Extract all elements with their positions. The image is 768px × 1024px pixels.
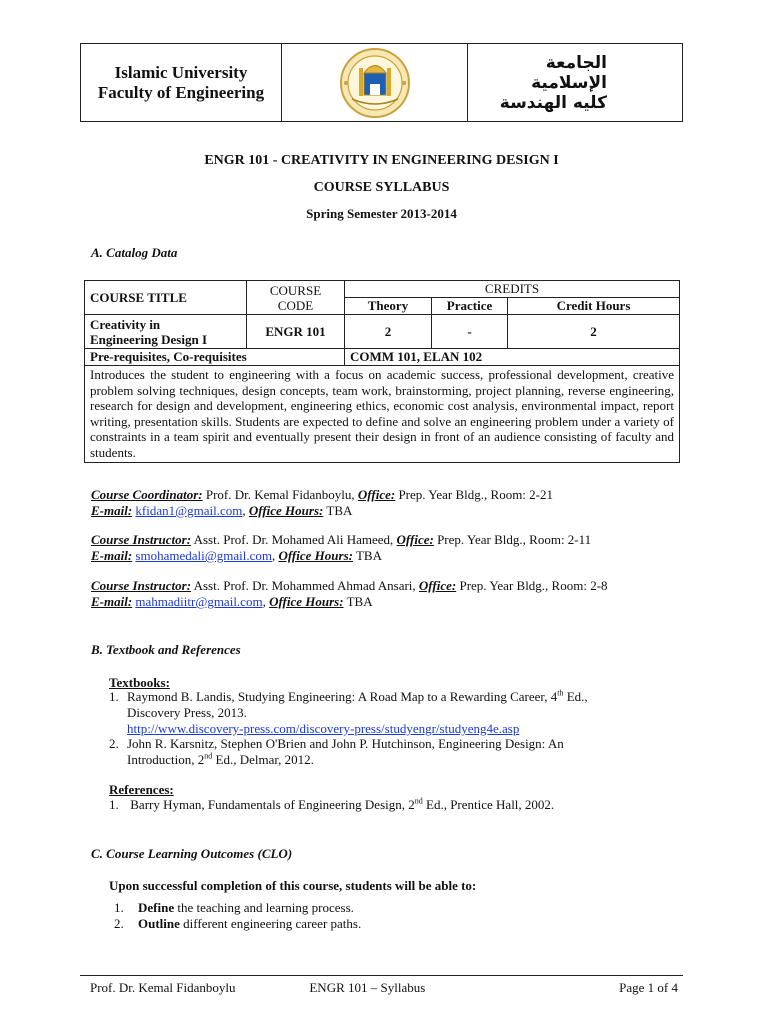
list-number: 1. [109, 689, 119, 704]
list-item [109, 797, 554, 813]
textbooks-heading: Textbooks: [109, 675, 170, 690]
coordinator-block: Course Coordinator: Prof. Dr. Kemal Fidanboylu, Office: Prep. Year Bldg., Room: 2-21 E-mail: kfidan1@gmail.com, Office Hours: TBA [91, 487, 553, 518]
col-theory: Theory [345, 298, 432, 315]
textbook-1-sup: th [557, 688, 564, 698]
list-item [109, 689, 588, 737]
list-item [109, 736, 564, 768]
textbook-1-link[interactable]: http://www.discovery-press.com/discovery-press/studyengr/studyeng4e.asp [127, 721, 520, 736]
university-name-ar: الجامعة الإسلامية [531, 52, 607, 93]
clo-text: different engineering career paths. [179, 916, 362, 931]
table-row [85, 349, 680, 366]
col-course-code-line2: CODE [277, 297, 314, 313]
clo-verb: Outline [138, 916, 180, 931]
clo-text: the teaching and learning process. [174, 900, 354, 915]
office-hours-label: Office Hours: [278, 548, 353, 563]
role-label: Course Instructor: [91, 578, 192, 593]
col-practice: Practice [432, 298, 508, 315]
clo-intro: Upon successful completion of this course, students will be able to: [109, 878, 477, 893]
textbook-2-cont-b: Ed., Delmar, 2012. [212, 752, 314, 767]
col-course-title: COURSE TITLE [85, 281, 247, 315]
clo-verb: Define [138, 900, 175, 915]
cell-practice: - [432, 315, 508, 349]
email-label: E-mail: [91, 594, 133, 609]
role-label: Course Coordinator: [91, 487, 203, 502]
header-english [81, 44, 282, 121]
reference-1-edition: Ed., Prentice Hall, 2002. [422, 797, 555, 812]
catalog-table [84, 280, 680, 463]
cell-course-title-line1: Creativity in [90, 316, 161, 332]
email-label: E-mail: [91, 503, 133, 518]
cell-course-title [85, 315, 247, 349]
prereq-value: COMM 101, ELAN 102 [345, 349, 680, 366]
staff-name: Asst. Prof. Dr. Mohammed Ahmad Ansari, [191, 578, 419, 593]
section-b-heading: B. Textbook and References [91, 642, 241, 657]
cell-theory: 2 [345, 315, 432, 349]
email-link[interactable]: kfidan1@gmail.com [135, 503, 243, 518]
role-label: Course Instructor: [91, 532, 192, 547]
university-seal-icon [334, 46, 416, 120]
prereq-label: Pre-requisites, Co-requisites [85, 349, 345, 366]
office-label: Office: [396, 532, 434, 547]
col-course-code [247, 281, 345, 315]
course-description: Introduces the student to engineering with a focus on academic success, professional development, creative problem solving techniques, design concepts, team work, brainstorming, project planning, reverse engineering, research for design and development, engineering ethics, economic cost analysis, environmental impact, report writing, presentation skills. Students are expected to define and solve an engineering problem under a variety of constraints in a team spirit and eventually present their design in front of an audience consisting of faculty and students. [85, 366, 680, 463]
list-number: 2. [109, 736, 119, 751]
office-hours-label: Office Hours: [248, 503, 324, 518]
footer-page-number: Page 1 of 4 [619, 980, 678, 995]
reference-1-text: Barry Hyman, Fundamentals of Engineering Design, 2 [127, 797, 415, 812]
instructor-block: Course Instructor: Asst. Prof. Dr. Mohammed Ahmad Ansari, Office: Prep. Year Bldg., Room: 2-8 E-mail: mahmadiitr@gmail.com, Office Hours: TBA [91, 578, 608, 609]
footer-author: Prof. Dr. Kemal Fidanboylu [90, 980, 236, 995]
section-a-heading: A. Catalog Data [91, 245, 178, 260]
col-course-code-line1: COURSE [269, 282, 322, 298]
list-item [114, 900, 354, 916]
staff-name: Asst. Prof. Dr. Mohamed Ali Hameed, [191, 532, 397, 547]
list-number: 1. [109, 797, 119, 812]
email-label: E-mail: [91, 548, 133, 563]
office-value: Prep. Year Bldg., Room: 2-11 [433, 532, 592, 547]
staff-name: Prof. Dr. Kemal Fidanboylu, [202, 487, 358, 502]
list-number: 1. [114, 900, 124, 915]
semester: Spring Semester 2013-2014 [306, 206, 457, 221]
instructor-block: Course Instructor: Asst. Prof. Dr. Mohamed Ali Hameed, Office: Prep. Year Bldg., Room: 2-11 E-mail: smohamedali@gmail.com, Office Hours: TBA [91, 532, 592, 563]
page-footer [80, 975, 683, 996]
col-credits: CREDITS [345, 281, 680, 298]
university-logo [282, 44, 468, 121]
footer-course: ENGR 101 – Syllabus [309, 980, 426, 995]
course-title: ENGR 101 - CREATIVITY IN ENGINEERING DESIGN I [204, 153, 559, 168]
document-title: COURSE SYLLABUS [313, 180, 450, 195]
table-row [85, 366, 680, 463]
textbook-2-text: John R. Karsnitz, Stephen O'Brien and John P. Hutchinson, Engineering Design: An [127, 736, 564, 751]
office-hours-value: TBA [323, 503, 353, 518]
faculty-name-ar: كليه الهندسة [499, 92, 607, 113]
office-value: Prep. Year Bldg., Room: 2-21 [395, 487, 553, 502]
university-name-en: Islamic University [114, 62, 248, 82]
textbook-2-cont [109, 752, 564, 768]
col-credit-hours: Credit Hours [508, 298, 680, 315]
email-link[interactable]: mahmadiitr@gmail.com [135, 594, 263, 609]
university-header [80, 43, 683, 122]
textbook-2-sup: nd [204, 751, 213, 761]
table-header-row [85, 281, 680, 298]
office-label: Office: [357, 487, 396, 502]
references-heading: References: [109, 782, 174, 797]
textbook-1-text: Raymond B. Landis, Studying Engineering: A Road Map to a Rewarding Career, 4 [127, 689, 558, 704]
email-link[interactable]: smohamedali@gmail.com [135, 548, 272, 563]
table-row [85, 315, 680, 349]
office-hours-value: TBA [343, 594, 373, 609]
office-hours-label: Office Hours: [269, 594, 344, 609]
list-number: 2. [114, 916, 124, 931]
textbook-1-publisher: Discovery Press, 2013. [127, 705, 247, 720]
office-value: Prep. Year Bldg., Room: 2-8 [456, 578, 608, 593]
section-c-heading: C. Course Learning Outcomes (CLO) [91, 846, 293, 861]
reference-1-sup: nd [414, 796, 423, 806]
office-hours-value: TBA [352, 548, 382, 563]
cell-course-title-line2: Engineering Design I [90, 331, 208, 347]
cell-course-code: ENGR 101 [247, 315, 345, 349]
header-arabic [468, 44, 682, 121]
office-label: Office: [418, 578, 457, 593]
textbook-2-cont-a: Introduction, 2 [127, 752, 205, 767]
list-item [114, 916, 361, 932]
textbook-1-edition: Ed., [563, 689, 588, 704]
faculty-name-en: Faculty of Engineering [97, 82, 265, 102]
cell-credit-hours: 2 [508, 315, 680, 349]
